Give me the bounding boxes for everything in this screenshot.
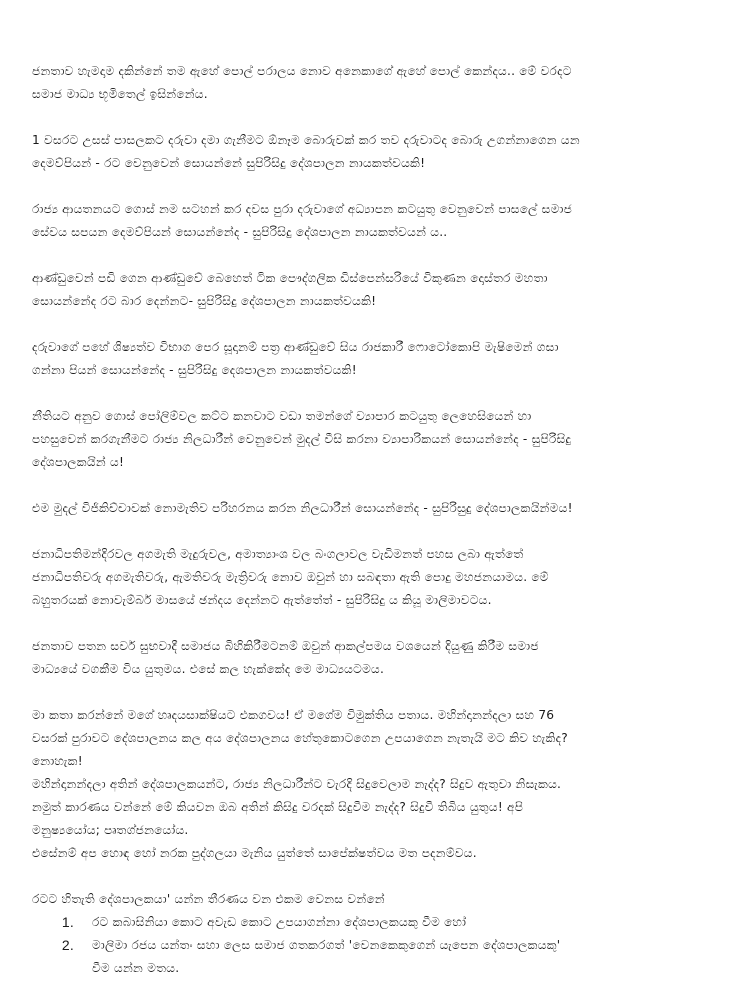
paragraph-9: ජනතාව පතන සර්ව සුභවාදී සමාජය බිහිකිරීමටනම් ඔවුන් ආකල්පමය වශයෙන් දියුණු කිරීම සමාජ මාධ්‍යයේ වගකීම විය යුතුමය. එසේ කල හැක්කේද මෙ මාධ්‍යයටමය. — [32, 639, 539, 676]
paragraph-1: ජනතාව හැමදාම දකින්නේ තම ඇහේ පොල් පරාලය නොව අනෙකාගේ ඇහේ පොල් කෙන්දය.. මේ වරදට සමාජ මාධ්‍ය භූමිතෙල් ඉසින්නේය. — [32, 64, 572, 101]
list-item-text: මාලිමා රජය යන්තං සහා ලෙස සමාජ ගතකරගත් 'වෙනකෙකුගෙන් යැපෙන දේශපාලකයකු' වීම යන්න මතය. — [92, 938, 561, 975]
paragraph-5: දරුවාගේ පහේ ශිෂ්‍යත්ව විභාග පෙර සූදානම් පත්‍ර ආණ්ඩුවේ සිය රාජකාරී ෆොටෝකොපි මැෂිමෙන් ගසා ගන්නා පියන් සොයන්නේද - සුපිරිසිදු දෙශපාලන නායකත්වයකි! — [32, 340, 559, 377]
paragraph-7: එම මුදල් විජිකිච්චාවක් නොමැතිව පරිහරනය කරන නිලධාරීන් සොයන්නේද - සුපිරිසුදු දේශපාලකයින්මය! — [32, 501, 573, 515]
list-item — [32, 934, 706, 980]
paragraph-6: නීතියට අනුව ගොස් පෝලිම්වල කට්ට කනවාට වඩා තමන්ගේ ව්‍යාපාර කටයුතු ලෙහෙසියෙන් හා පහසුවෙන් කරගැනීමට රාජ්‍ය නිලධාරීන් වෙනුවෙන් මුදල් වීසි කරනා ව්‍යාපාරිකයන් සොයන්නේද - සුපිරිසිදු දේශපාලකයින් ය! — [32, 409, 572, 469]
list-number: 1. — [61, 914, 74, 930]
paragraph-8: ජනාධිපතිමන්දිරවල අගමැති මැදුරුවල, අමාත්‍යාංශ වල බංගලාවල වැඩිමනත් පහස ලබා ඇත්තේ ජනාධිපතිවරු අගමැතිවරු, ඇමතිවරු මැත්‍රිවරු නොව ඔවුන් හා සබඳතා ඇති පොදු මහජනයාමය. මේ බහුතරයක් නොවැම්බර් මාසයේ ඡන්දය දෙන්නට ඇත්තේත් - සුපිරිසිදු ය කියූ මාලිමාවටය. — [32, 547, 549, 607]
paragraph-10: මා කතා කරන්නේ මගේ හෘදයසාක්ෂියට එකගවය! ඒ මගේම විමුක්තිය පතාය. මහින්දානන්දලා සහ 76 වසරක් පුරාවට දේශපාලනය කල අය දේශපාලනය හේතුකොටගෙන උපයාගෙන නැතැයි මට කිව හැකිද? නොහැක! මහින්දානන්දලා අතින් දේශපාලකයන්ට, රාජ්‍ය නිලධාරීන්ට වැරදි සිදුවෙලාම නැද්ද? සිදුව ඇතුවා නිසැකය. නමුත් කාරණය වන්නේ මේ කියවන ඔබ අතින් කිසිදු වරදක් සිදුවීම නැද්ද? සිදුවී තිබිය යුතුය! අපි මනුෂ්‍යයෝය; පෘතග්ජනයෝය. එසේනම් අප හොඳ හෝ නරක පුද්ගලයා මැනිය යුත්තේ සාපේක්ෂත්වය මත පදනම්වය. — [32, 708, 568, 860]
list-item — [32, 911, 706, 934]
paragraph-3: රාජ්‍ය ආයතනයට ගොස් නම සටහන් කර දවස පුරා දරුවාගේ අධ්‍යාපන කටයුතු වෙනුවෙන් පාසලේ සමාජ සේවය සපයන දෙමව්පියන් සොයන්නේද - සුපිරිසිදු දේශපාලන නායකත්වයන් ය.. — [32, 202, 573, 239]
numbered-list — [32, 911, 706, 980]
paragraph-2: 1 වසරට උසස් පාසලකට දරුවා දමා ගැනීමට ඕනෑම බොරුවක් කර තව දරුවාටද බොරු උගන්නාගෙන යන දෙමව්පියන් - රට වෙනුවෙන් සොයන්නේ සුපිරිසිදු දේශපාලන නායකත්වයකි! — [32, 133, 580, 170]
paragraph-11: රටට හිතැති දේශපාලකයා' යන්න තීරණය වන එකම වෙනස වන්නේ — [32, 892, 385, 906]
paragraph-4: ආණ්ඩුවෙන් පඩි ගෙන ආණ්ඩුවේ බෙහෙත් ටික පෞද්ගලික ඩිස්පෙන්සරියේ විකුණන දොස්තර මහතා සොයන්නේද රට බාර දෙන්නට- සුපිරිසිදු දේශපාලන නායකත්වයකි! — [32, 271, 548, 308]
list-number: 2. — [61, 937, 74, 953]
list-item-text: රට කබාසිනියා කොට අවැඩ කොට උපයාගන්නා දේශපාලකයකු වීම හෝ — [92, 915, 467, 929]
